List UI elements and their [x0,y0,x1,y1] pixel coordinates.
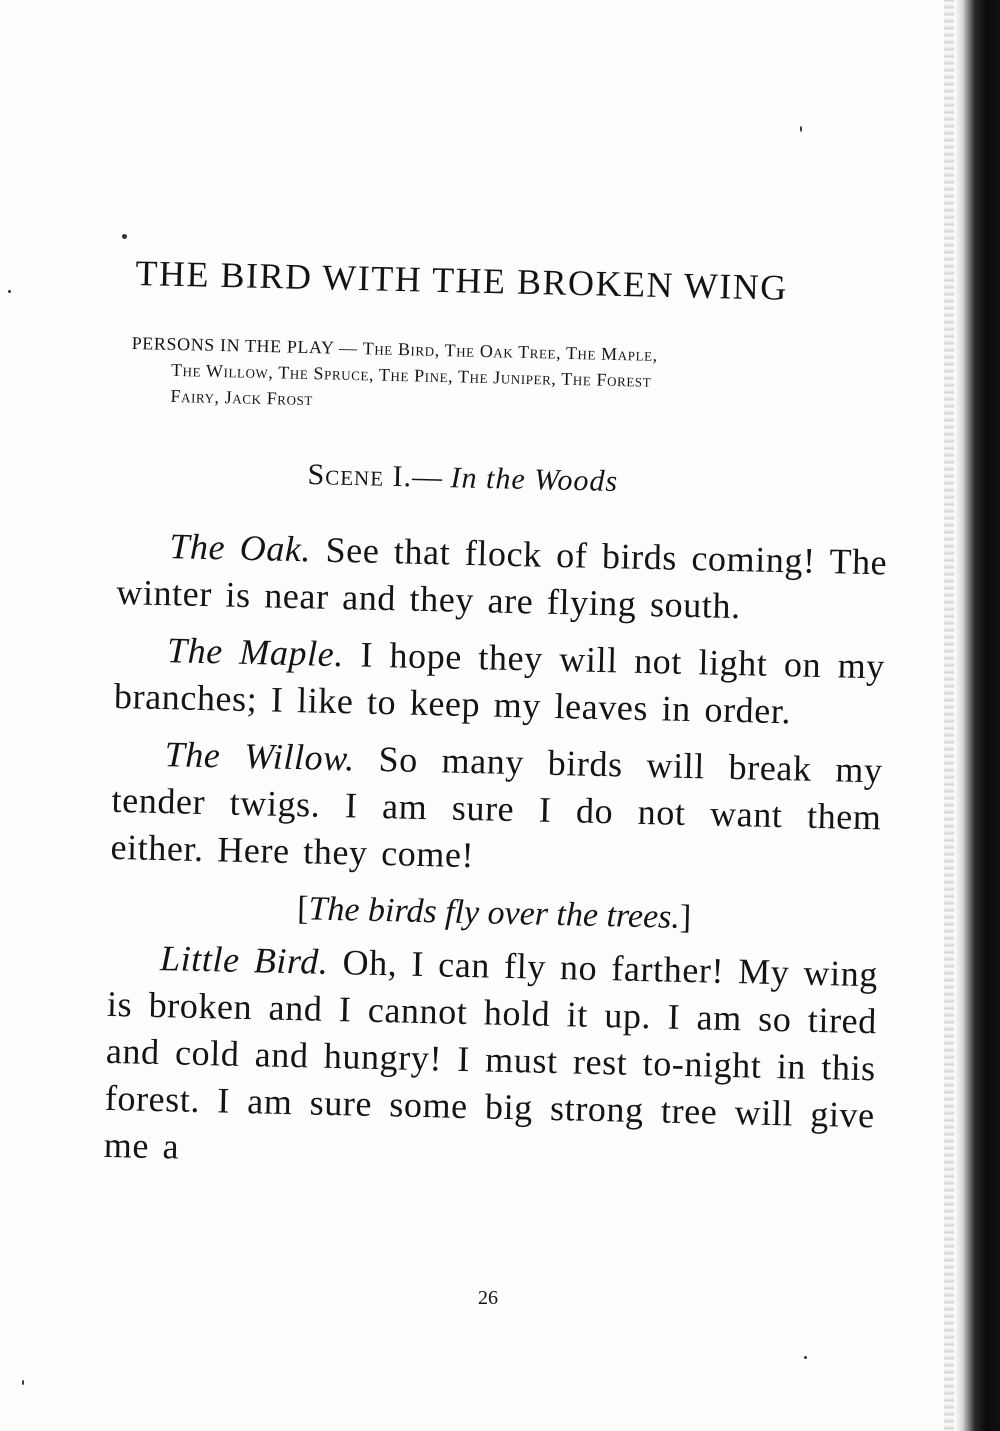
dialogue-paragraph [103,934,878,1186]
page-number: 26 [478,1287,498,1309]
persons-lead: PERSONS IN THE PLAY — [131,332,358,359]
ink-speck [122,234,127,239]
ink-speck [8,290,11,293]
stage-bracket-open: [ [296,890,309,928]
ink-speck [804,1356,807,1359]
persons-in-the-play [130,330,892,425]
speaker-name: Little Bird. [159,938,329,982]
scene-location: In the Woods [450,461,619,499]
persons-names-1: The Bird, The Oak Tree, The Maple, [362,338,659,365]
page-edge-shadow [954,0,1000,1431]
play-title: THE BIRD WITH THE BROKEN WING [135,252,789,308]
speaker-name: The Willow. [164,734,356,779]
dialogue-paragraph [110,730,883,888]
stage-bracket-close: ] [679,898,692,937]
scene-heading [307,458,828,504]
stage-direction-text: The birds fly over the trees. [308,890,681,936]
speaker-name: The Oak. [169,526,312,570]
speaker-name: The Maple. [166,630,345,675]
dialogue-paragraph [116,522,888,633]
dialogue-text: So many birds will break my tender twigs. I am sure I do not want them either. Here they come! [110,738,884,876]
persons-names-2: The Willow, The Spruce, The Pine, The Juniper, The Forest [170,359,652,391]
dialogue-text: I hope they will not light on my branches; I like to keep my leaves in order. [113,634,886,732]
ink-speck [22,1380,24,1385]
ink-speck [800,126,802,132]
scene-label: Scene I.— [307,458,444,495]
dialogue-body [103,522,888,1196]
dialogue-paragraph [114,626,886,737]
dialogue-text: Oh, I can fly no farther! My wing is broken and I cannot hold it up. I am so tired and cold and hungry! I must rest to-night in this forest. I am sure some big strong tree will give me a [103,942,879,1167]
dialogue-text: See that flock of birds coming! The winter is near and they are flying south. [115,529,888,627]
persons-names-3: Fairy, Jack Frost [170,385,314,410]
